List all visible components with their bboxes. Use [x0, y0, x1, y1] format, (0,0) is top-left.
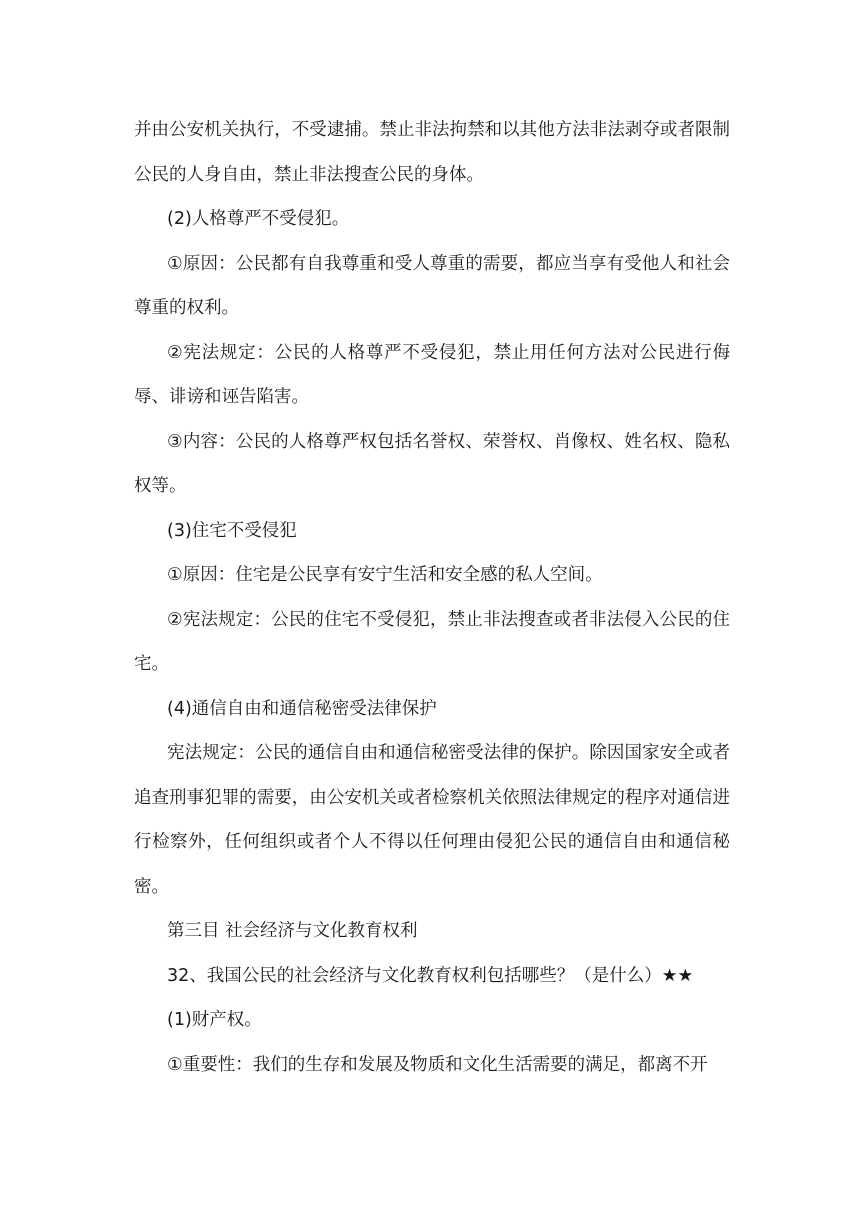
section-title-socioeconomic-rights: 第三目 社会经济与文化教育权利 [167, 921, 418, 941]
paragraph-property-importance: ①重要性：我们的生存和发展及物质和文化生活需要的满足，都离不开 [167, 1054, 708, 1075]
heading-property-right: (1)财产权。 [167, 1010, 262, 1030]
document-body [134, 108, 730, 1087]
heading-personal-dignity: (2)人格尊严不受侵犯。 [167, 209, 350, 229]
heading-residence-inviolable: (3)住宅不受侵犯 [167, 520, 297, 541]
paragraph-personal-freedom-cont: 并由公安机关执行，不受逮捕。禁止非法拘禁和以其他方法非法剥夺或者限制公民的人身自由，禁止非法搜查公民的身体。 [134, 120, 730, 185]
paragraph-dignity-constitution: ②宪法规定：公民的人格尊严不受侵犯，禁止用任何方法对公民进行侮辱、诽谤和诬告陷害。 [134, 342, 730, 407]
paragraph-residence-constitution: ②宪法规定：公民的住宅不受侵犯，禁止非法搜查或者非法侵入公民的住宅。 [134, 609, 730, 674]
paragraph-dignity-content: ③内容：公民的人格尊严权包括名誉权、荣誉权、肖像权、姓名权、隐私权等。 [134, 431, 730, 496]
paragraph-correspondence-constitution: 宪法规定：公民的通信自由和通信秘密受法律的保护。除因国家安全或者追查刑事犯罪的需要，由公安机关或者检察机关依照法律规定的程序对通信进行检察外，任何组织或者个人不得以任何理由侵犯公民的通信自由和通信秘密。 [134, 743, 730, 897]
heading-correspondence-freedom: (4)通信自由和通信秘密受法律保护 [167, 698, 437, 719]
question-32: 32、我国公民的社会经济与文化教育权利包括哪些？（是什么）★★ [167, 965, 694, 986]
paragraph-residence-reason: ①原因：住宅是公民享有安宁生活和安全感的私人空间。 [167, 565, 603, 585]
paragraph-dignity-reason: ①原因：公民都有自我尊重和受人尊重的需要，都应当享有受他人和社会尊重的权利。 [134, 253, 730, 318]
